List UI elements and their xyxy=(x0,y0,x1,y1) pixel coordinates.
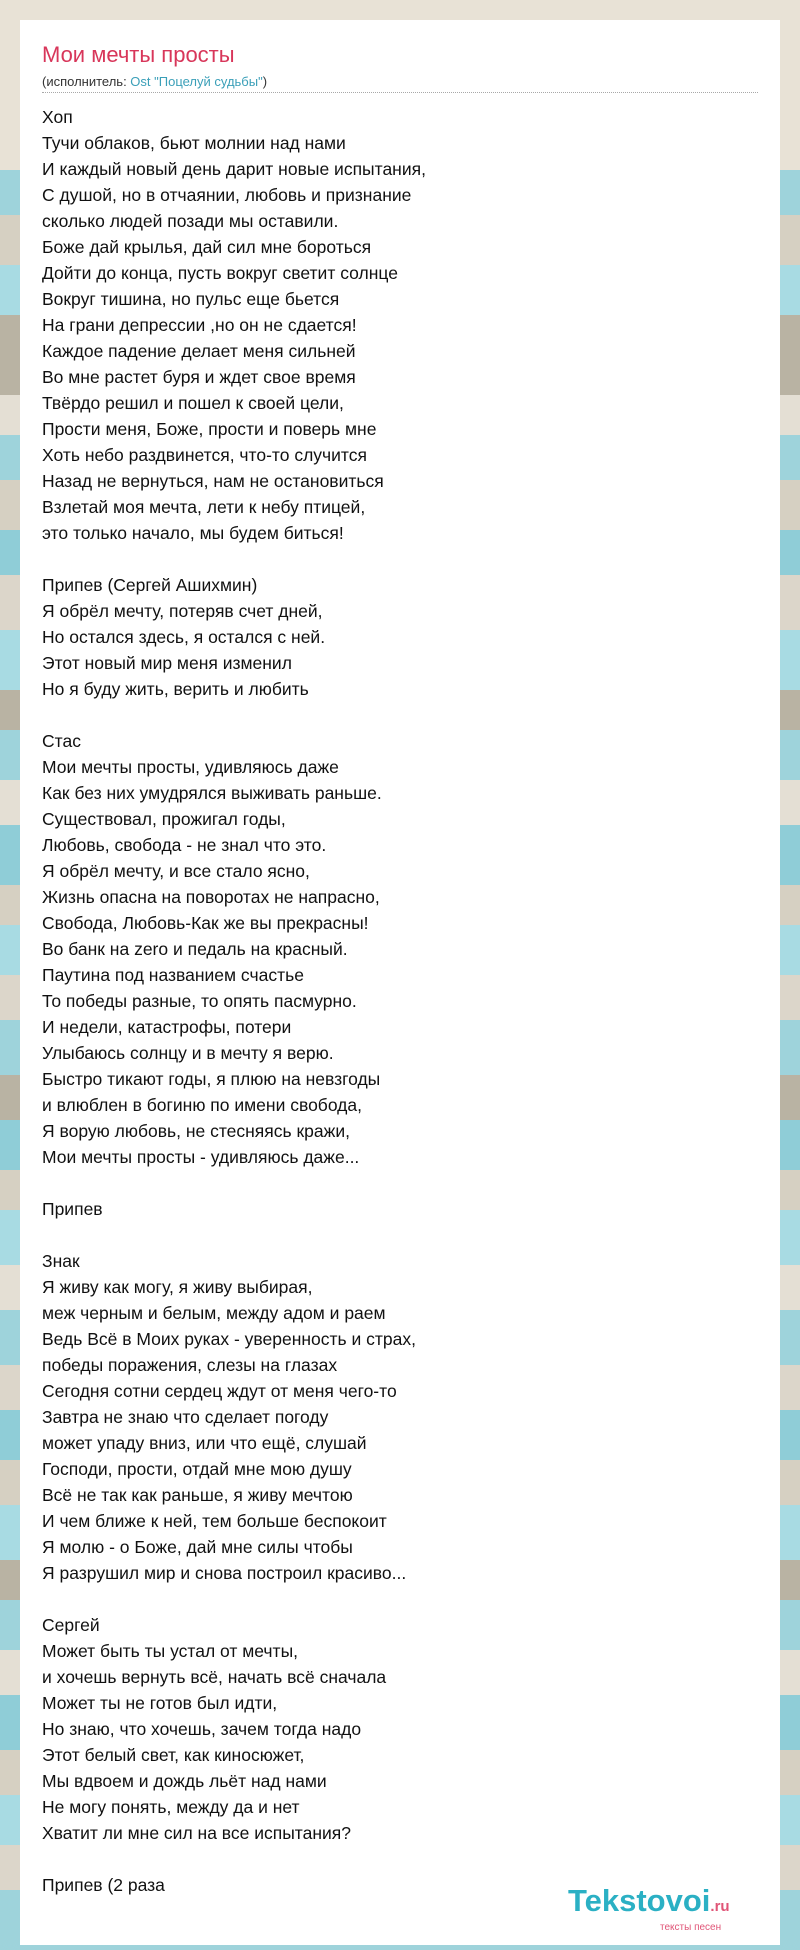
lyric-line: Боже дай крылья, дай сил мне бороться xyxy=(42,237,372,257)
lyric-line: Мы вдвоем и дождь льёт над нами xyxy=(42,1771,327,1791)
lyric-line: Хоп xyxy=(42,107,73,127)
lyric-line: Но остался здесь, я остался с ней. xyxy=(42,627,326,647)
artist-prefix: (исполнитель: xyxy=(42,74,131,89)
blank-line xyxy=(42,1170,758,1196)
lyric-line: Может быть ты устал от мечты, xyxy=(42,1641,299,1661)
lyric-line: это только начало, мы будем биться! xyxy=(42,523,344,543)
lyric-line: Во банк на zero и педаль на красный. xyxy=(42,939,348,959)
lyric-line: победы поражения, слезы на глазах xyxy=(42,1355,338,1375)
lyric-line: Этот новый мир меня изменил xyxy=(42,653,292,673)
lyric-line: Улыбаюсь солнцу и в мечту я верю. xyxy=(42,1043,334,1063)
lyric-line: То победы разные, то опять пасмурно. xyxy=(42,991,357,1011)
lyric-line: Любовь, свобода - не знал что это. xyxy=(42,835,327,855)
lyric-line: может упаду вниз, или что ещё, слушай xyxy=(42,1433,367,1453)
lyric-line: Дойти до конца, пусть вокруг светит солнце xyxy=(42,263,398,283)
lyric-line: Я обрёл мечту, и все стало ясно, xyxy=(42,861,310,881)
lyric-line: сколько людей позади мы оставили. xyxy=(42,211,339,231)
lyric-line: И каждый новый день дарит новые испытания, xyxy=(42,159,426,179)
lyric-line: Прости меня, Боже, прости и поверь мне xyxy=(42,419,377,439)
lyric-line: Я обрёл мечту, потеряв счет дней, xyxy=(42,601,323,621)
lyric-line: Припев (2 раза xyxy=(42,1875,165,1895)
artist-suffix: ) xyxy=(262,74,268,89)
lyric-line: Господи, прости, отдай мне мою душу xyxy=(42,1459,352,1479)
lyric-line: и влюблен в богиню по имени свобода, xyxy=(42,1095,362,1115)
lyric-line: С душой, но в отчаянии, любовь и признание xyxy=(42,185,412,205)
lyric-line: Каждое падение делает меня сильней xyxy=(42,341,356,361)
lyric-line: Завтра не знаю что сделает погоду xyxy=(42,1407,329,1427)
logo-name: Tekstovoi xyxy=(568,1883,711,1918)
lyric-line: Но знаю, что хочешь, зачем тогда надо xyxy=(42,1719,362,1739)
lyric-line: Этот белый свет, как киносюжет, xyxy=(42,1745,305,1765)
lyric-line: Хватит ли мне сил на все испытания? xyxy=(42,1823,352,1843)
lyric-line: Взлетай моя мечта, лети к небу птицей, xyxy=(42,497,366,517)
lyric-line: И чем ближе к ней, тем больше беспокоит xyxy=(42,1511,387,1531)
lyric-line: Мои мечты просты - удивляюсь даже... xyxy=(42,1147,360,1167)
lyric-line: Я ворую любовь, не стесняясь кражи, xyxy=(42,1121,350,1141)
lyric-line: Ведь Всё в Моих руках - уверенность и страх, xyxy=(42,1329,416,1349)
blank-line xyxy=(42,1222,758,1248)
lyric-line: Стас xyxy=(42,731,81,751)
lyric-line: Всё не так как раньше, я живу мечтою xyxy=(42,1485,353,1505)
lyric-line: На грани депрессии ,но он не сдается! xyxy=(42,315,357,335)
lyric-line: Во мне растет буря и ждет свое время xyxy=(42,367,356,387)
lyric-line: Не могу понять, между да и нет xyxy=(42,1797,300,1817)
lyric-line: Вокруг тишина, но пульс еще бьется xyxy=(42,289,340,309)
artist-link[interactable]: Ost "Поцелуй судьбы" xyxy=(130,74,263,89)
lyric-line: Мои мечты просты, удивляюсь даже xyxy=(42,757,339,777)
blank-line xyxy=(42,546,758,572)
logo-tld: .ru xyxy=(710,1898,730,1915)
artist-byline xyxy=(42,73,267,91)
lyric-line: Я живу как могу, я живу выбирая, xyxy=(42,1277,313,1297)
lyric-line: Припев xyxy=(42,1199,103,1219)
lyric-line: и хочешь вернуть всё, начать всё сначала xyxy=(42,1667,387,1687)
page-title: Мои мечты просты xyxy=(42,42,235,67)
lyric-line: Паутина под названием счастье xyxy=(42,965,304,985)
site-logo[interactable] xyxy=(568,1884,730,1924)
lyric-line: Я молю - о Боже, дай мне силы чтобы xyxy=(42,1537,353,1557)
lyric-line: Хоть небо раздвинется, что-то случится xyxy=(42,445,367,465)
lyric-line: Знак xyxy=(42,1251,80,1271)
lyric-line: Припев (Сергей Ашихмин) xyxy=(42,575,258,595)
lyric-line: Жизнь опасна на поворотах не напрасно, xyxy=(42,887,380,907)
lyric-line: Назад не вернуться, нам не остановиться xyxy=(42,471,384,491)
lyric-line: Как без них умудрялся выживать раньше. xyxy=(42,783,382,803)
lyric-line: Сергей xyxy=(42,1615,100,1635)
lyrics-text xyxy=(42,104,758,1898)
lyrics-card xyxy=(20,20,780,1945)
lyric-line: Я разрушил мир и снова построил красиво... xyxy=(42,1563,407,1583)
lyric-line: меж черным и белым, между адом и раем xyxy=(42,1303,386,1323)
lyric-line: Твёрдо решил и пошел к своей цели, xyxy=(42,393,344,413)
header-divider xyxy=(42,92,758,93)
lyric-line: Свобода, Любовь-Как же вы прекрасны! xyxy=(42,913,369,933)
lyric-line: Быстро тикают годы, я плюю на невзгоды xyxy=(42,1069,381,1089)
lyric-line: И недели, катастрофы, потери xyxy=(42,1017,292,1037)
lyric-line: Но я буду жить, верить и любить xyxy=(42,679,309,699)
lyric-line: Сегодня сотни сердец ждут от меня чего-то xyxy=(42,1381,397,1401)
blank-line xyxy=(42,1846,758,1872)
lyric-line: Может ты не готов был идти, xyxy=(42,1693,278,1713)
lyric-line: Тучи облаков, бьют молнии над нами xyxy=(42,133,346,153)
logo-tagline: тексты песен xyxy=(660,1922,722,1933)
blank-line xyxy=(42,1586,758,1612)
blank-line xyxy=(42,702,758,728)
lyric-line: Существовал, прожигал годы, xyxy=(42,809,286,829)
